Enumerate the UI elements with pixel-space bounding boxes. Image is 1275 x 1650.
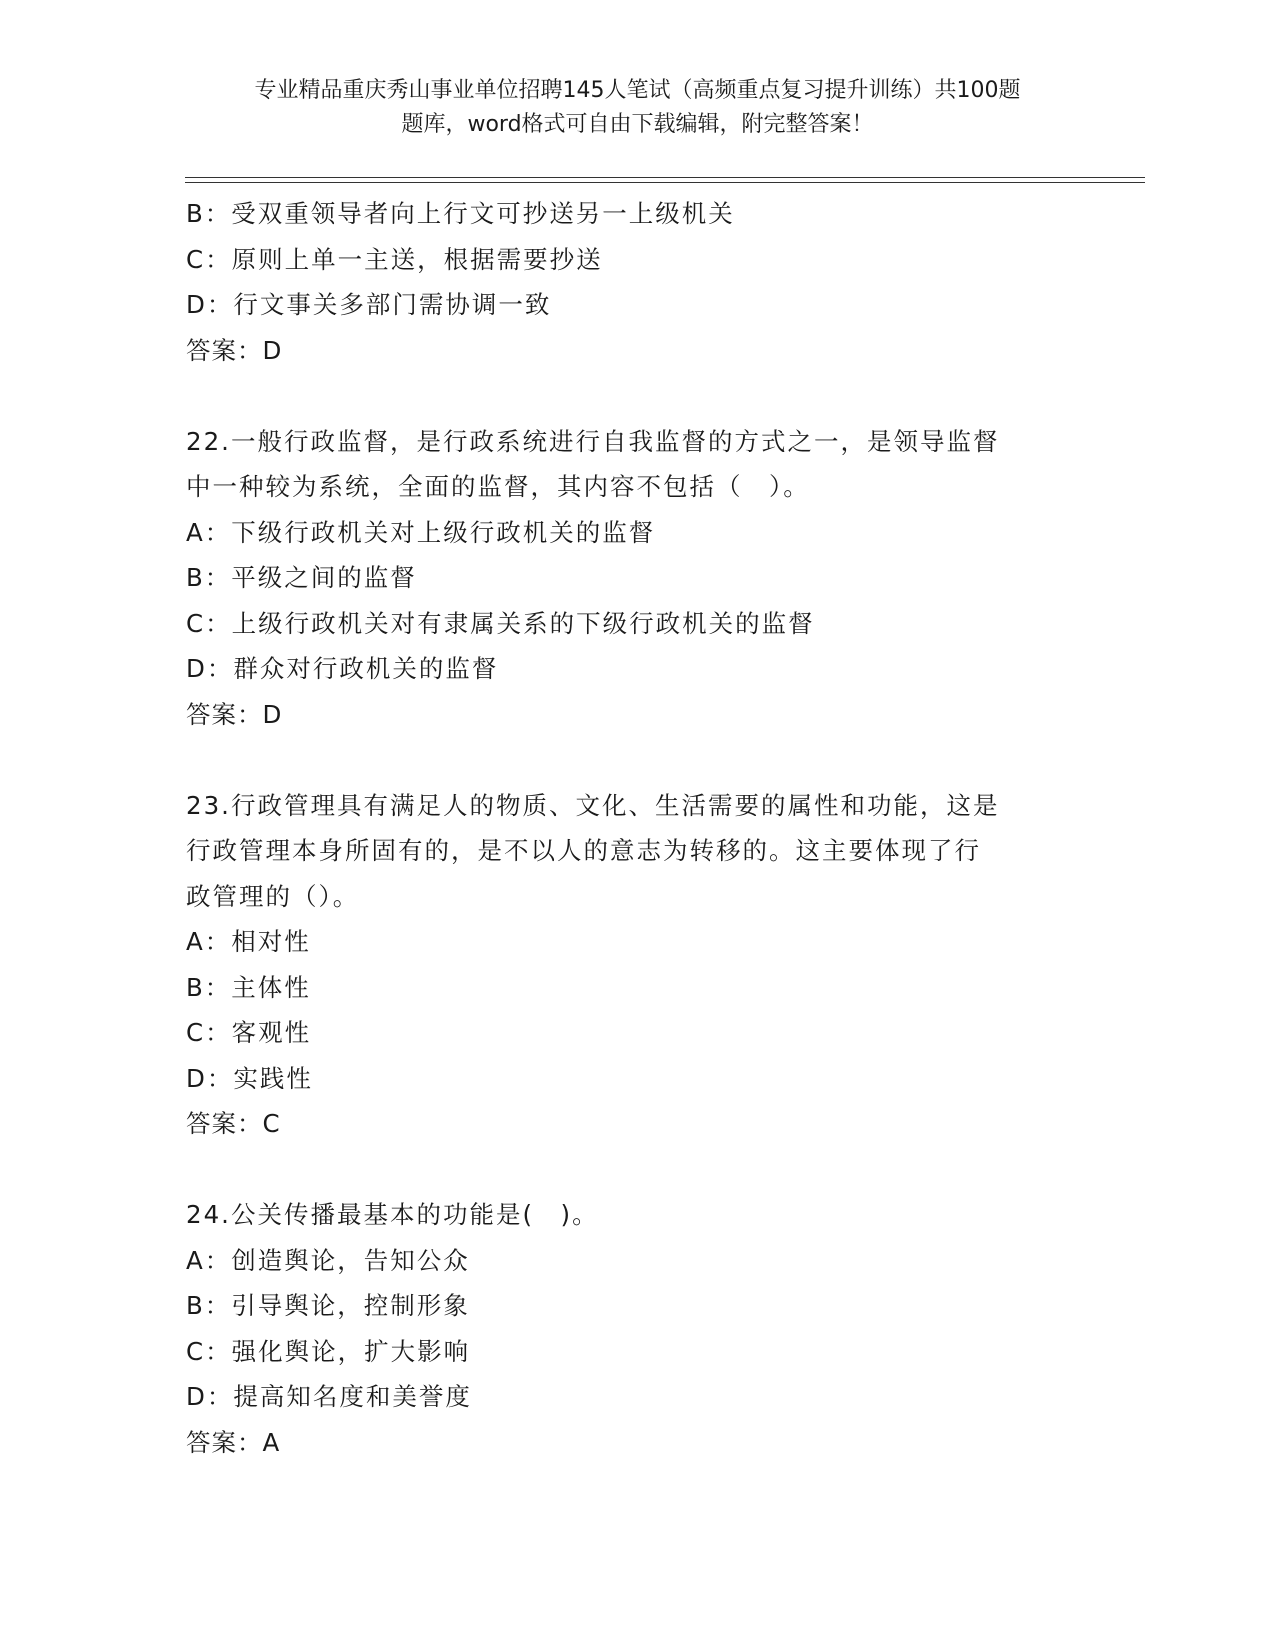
option-c: C：强化舆论，扩大影响: [186, 1336, 471, 1366]
spacer: [186, 737, 1086, 783]
question-stem-line: 22.一般行政监督，是行政系统进行自我监督的方式之一，是领导监督: [186, 426, 1000, 456]
option-b: B：引导舆论，控制形象: [186, 1291, 470, 1320]
option-d: D：行文事关多部门需协调一致: [186, 290, 552, 319]
spacer: [186, 1147, 1086, 1193]
option-d: D：群众对行政机关的监督: [186, 654, 499, 683]
answer-line: 答案：A: [186, 1427, 281, 1457]
option-c: C：原则上单一主送，根据需要抄送: [186, 244, 603, 274]
option-a: A：下级行政机关对上级行政机关的监督: [186, 517, 656, 547]
question-list: [186, 191, 1086, 1465]
option-c: C：客观性: [186, 1018, 312, 1047]
question-block-23: [186, 783, 1086, 1147]
question-stem-line: 中一种较为系统，全面的监督，其内容不包括（ ）。: [186, 472, 810, 501]
option-d: D：实践性: [186, 1063, 313, 1093]
option-c: C：上级行政机关对有隶属关系的下级行政机关的监督: [186, 608, 815, 638]
question-block-24: [186, 1192, 1086, 1465]
question-stem-line: 23.行政管理具有满足人的物质、文化、生活需要的属性和功能，这是: [186, 790, 1000, 820]
answer-line: 答案：C: [186, 1109, 281, 1138]
document-header: [0, 74, 1275, 142]
question-stem-line: 政管理的（）。: [186, 881, 360, 911]
option-b: B：受双重领导者向上行文可抄送另一上级机关: [186, 199, 735, 228]
header-divider-top: [185, 177, 1145, 178]
spacer: [186, 373, 1086, 419]
option-a: A：创造舆论，告知公众: [186, 1245, 470, 1275]
header-title-line-1: 专业精品重庆秀山事业单位招聘145人笔试（高频重点复习提升训练）共100题: [254, 78, 1021, 103]
option-a: A：相对性: [186, 927, 311, 956]
question-stem-line: 24.公关传播最基本的功能是( )。: [186, 1200, 599, 1229]
question-block-21-continued: [186, 191, 1086, 373]
option-d: D：提高知名度和美誉度: [186, 1382, 472, 1411]
header-title-line-2: 题库，word格式可自由下载编辑，附完整答案！: [401, 112, 874, 137]
header-divider-bottom: [185, 182, 1145, 183]
option-b: B：主体性: [186, 972, 311, 1002]
question-block-22: [186, 419, 1086, 738]
question-stem-line: 行政管理本身所固有的，是不以人的意志为转移的。这主要体现了行: [186, 836, 981, 865]
answer-line: 答案：D: [186, 335, 283, 365]
option-b: B：平级之间的监督: [186, 563, 417, 592]
answer-line: 答案：D: [186, 699, 283, 729]
